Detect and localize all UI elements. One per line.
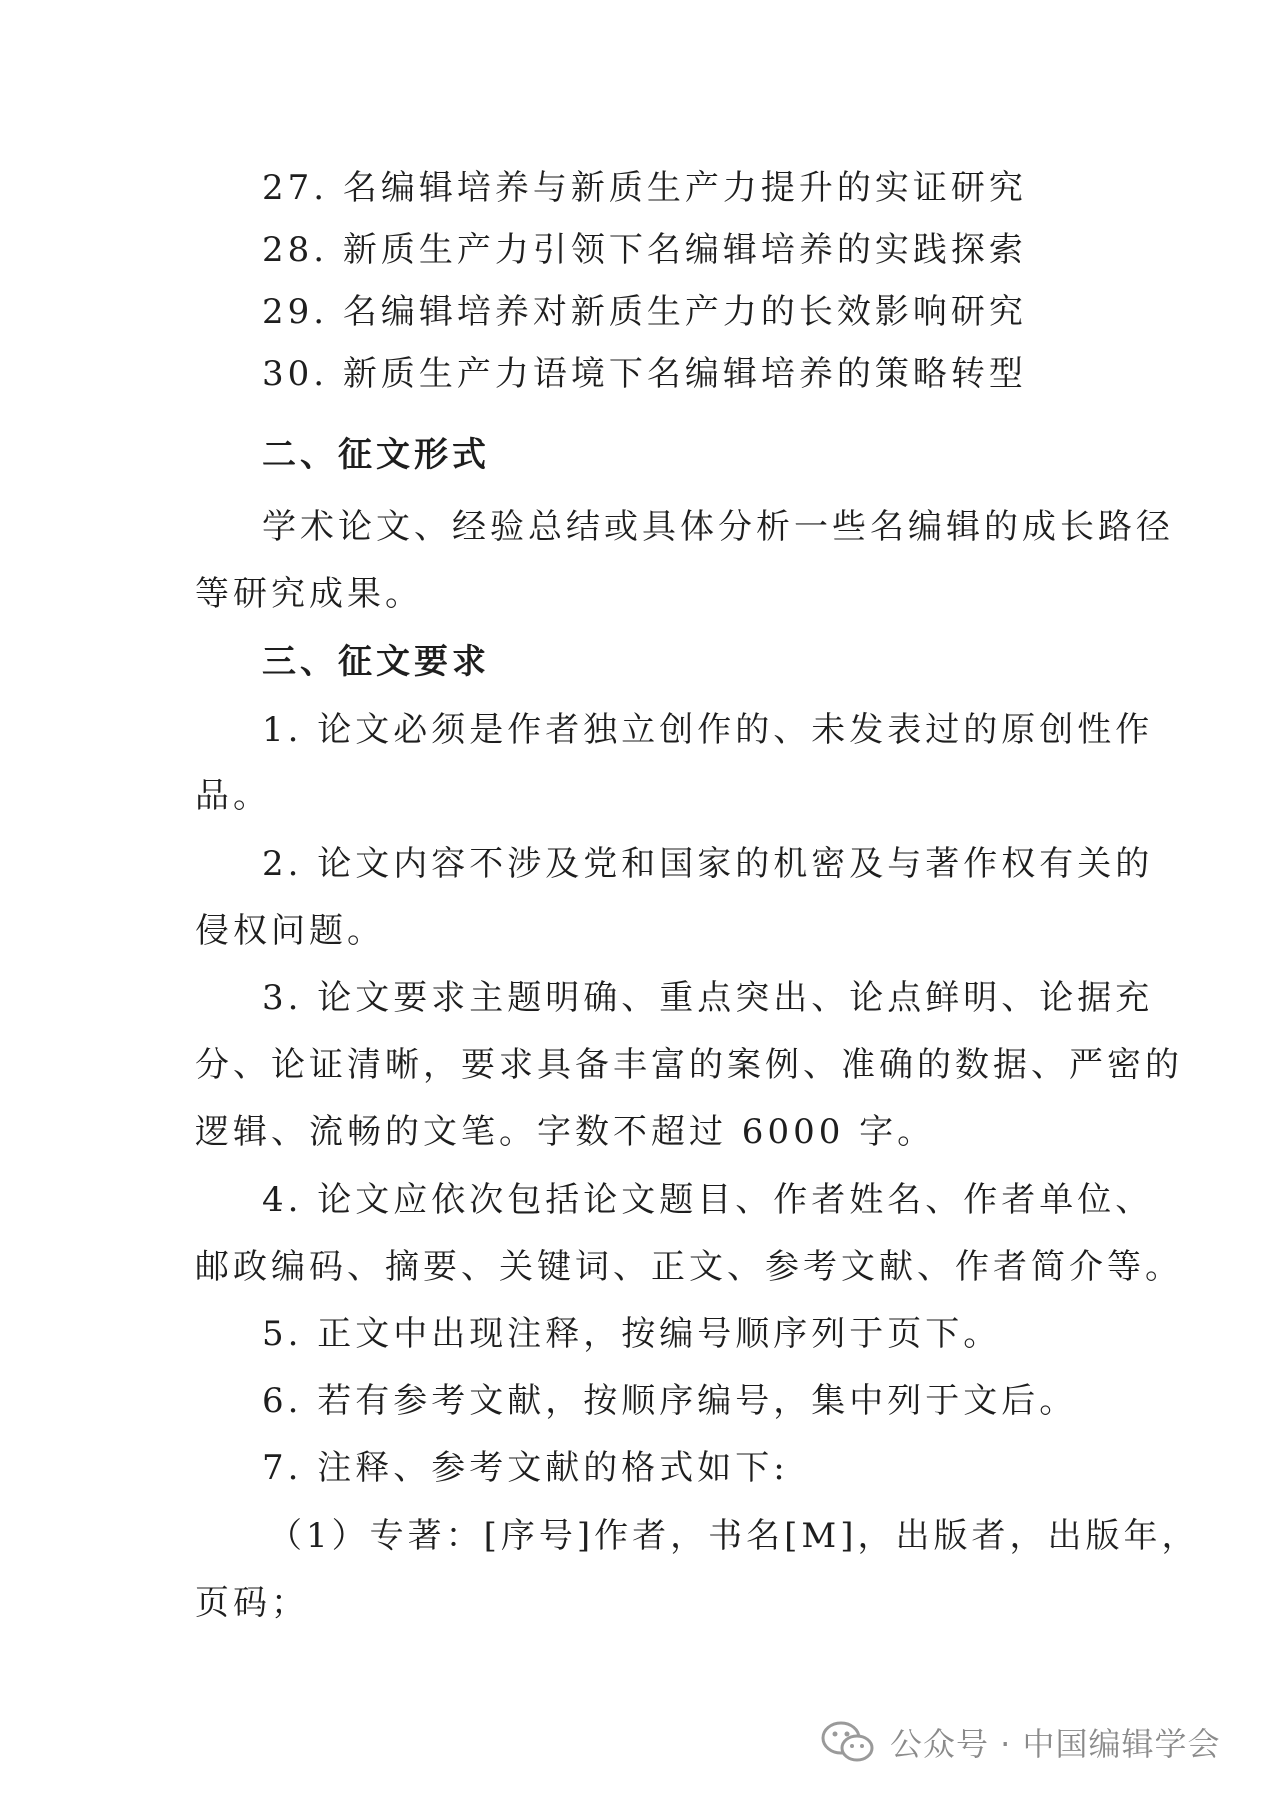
topic-27: 27. 名编辑培养与新质生产力提升的实证研究 <box>262 168 1027 208</box>
requirement-4-line-1: 4. 论文应依次包括论文题目、作者姓名、作者单位、 <box>262 1180 1154 1220</box>
citation-format-monograph-line-1: （1）专著：[序号]作者，书名[M]，出版者，出版年， <box>268 1516 1200 1556</box>
watermark-text: 公众号 · 中国编辑学会 <box>890 1725 1221 1763</box>
requirement-4-line-2: 邮政编码、摘要、关键词、正文、参考文献、作者简介等。 <box>195 1247 1183 1287</box>
requirement-2-line-2: 侵权问题。 <box>195 911 385 951</box>
wechat-watermark <box>820 1717 1221 1767</box>
requirement-2-line-1: 2. 论文内容不涉及党和国家的机密及与著作权有关的 <box>262 844 1154 884</box>
requirement-3-line-2: 分、论证清晰，要求具备丰富的案例、准确的数据、严密的 <box>195 1045 1183 1085</box>
format-paragraph-line-2: 等研究成果。 <box>195 574 423 614</box>
topic-30: 30. 新质生产力语境下名编辑培养的策略转型 <box>262 354 1027 394</box>
topic-29: 29. 名编辑培养对新质生产力的长效影响研究 <box>262 292 1027 332</box>
section-heading-format: 二、征文形式 <box>262 435 490 475</box>
requirement-6: 6. 若有参考文献，按顺序编号，集中列于文后。 <box>262 1381 1078 1421</box>
requirement-1-line-2: 品。 <box>195 776 271 816</box>
requirement-7: 7. 注释、参考文献的格式如下: <box>262 1448 789 1488</box>
requirement-5: 5. 正文中出现注释，按编号顺序列于页下。 <box>262 1314 1002 1354</box>
format-paragraph-line-1: 学术论文、经验总结或具体分析一些名编辑的成长路径 <box>262 507 1174 547</box>
section-heading-requirements: 三、征文要求 <box>262 642 490 682</box>
requirement-3-line-1: 3. 论文要求主题明确、重点突出、论点鲜明、论据充 <box>262 978 1154 1018</box>
requirement-3-line-3: 逻辑、流畅的文笔。字数不超过 6000 字。 <box>195 1112 936 1152</box>
topic-28: 28. 新质生产力引领下名编辑培养的实践探索 <box>262 230 1027 270</box>
citation-format-monograph-line-2: 页码； <box>195 1583 309 1623</box>
requirement-1-line-1: 1. 论文必须是作者独立创作的、未发表过的原创性作 <box>262 710 1154 750</box>
wechat-icon <box>820 1720 876 1764</box>
